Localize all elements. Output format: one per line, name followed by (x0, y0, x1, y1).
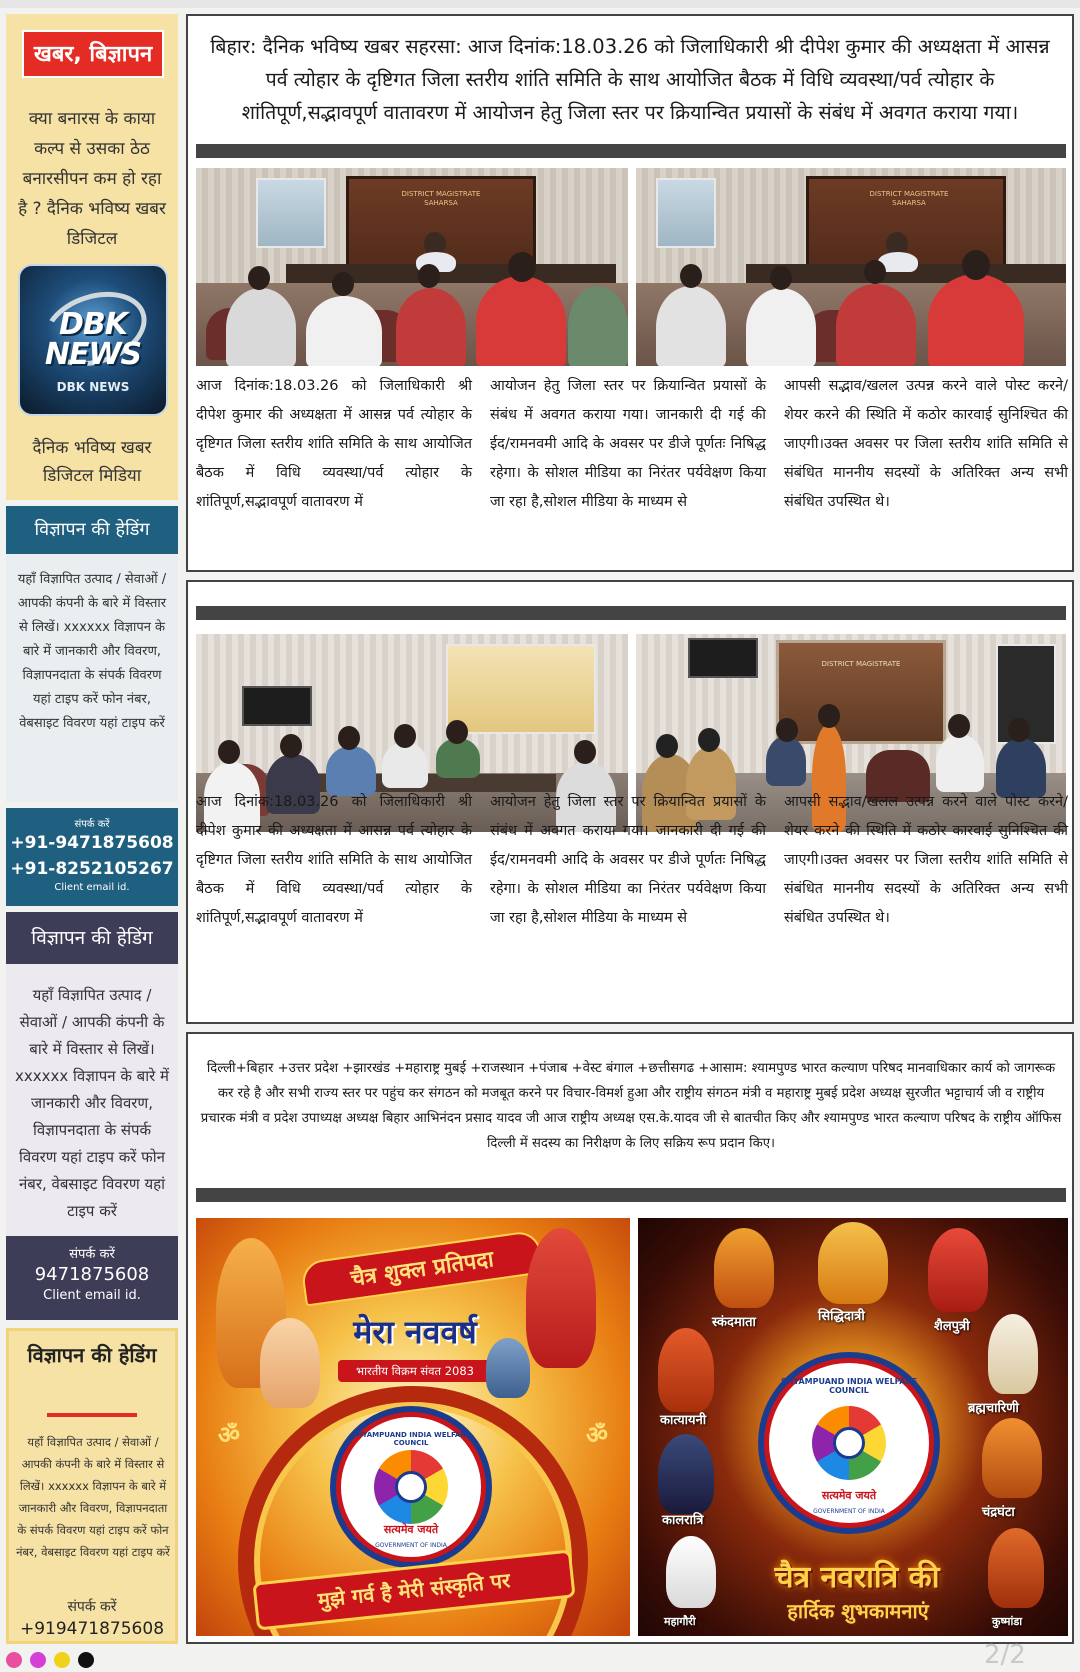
new-year-poster (196, 1218, 630, 1636)
ad-body-1: यहाँ विज्ञापित उत्पाद / सेवाओं / आपकी कंपनी के बारे में विस्तार से लिखें। xxxxxx विज्ञापन के बारे में जानकारी और विवरण, विज्ञापनदाता के संपर्क विवरण यहां टाइप करें फोन नंबर, वेबसाइट विवरण यहां टाइप करें (17, 572, 167, 731)
news-panel-3 (186, 1032, 1074, 1644)
emblem-gov: GOVERNMENT OF INDIA (813, 1508, 885, 1515)
name-plate: DISTRICT MAGISTRATE (821, 660, 901, 668)
ad-body-2: यहाँ विज्ञापित उत्पाद / सेवाओं / आपकी कंपनी के बारे में विस्तार से लिखें। xxxxxx विज्ञापन के बारे में जानकारी और विवरण, विज्ञापनदाता के संपर्क विवरण यहां टाइप करें फोन नंबर, वेबसाइट विवरण यहां टाइप करें (15, 986, 169, 1220)
council-emblem (764, 1358, 934, 1528)
poster1-ribbon: चैत्र शुक्ल प्रतिपदा (300, 1230, 544, 1307)
label-brahmacharini: ब्रह्मचारिणी (968, 1401, 1019, 1416)
story2-col-2: आयोजन हेतु जिला स्तर पर क्रियान्वित प्रयासों के संबंध में अवगत कराया गया। जानकारी दी गई की ईद/रामनवमी आदि के अवसर पर डीजे पूर्णतः निषिद्ध रहेगा। के सोशल मीडिया का निरंतर पर्यवेक्षण किया जा रहा है,सोशल मीडिया के माध्यम से (490, 794, 766, 926)
council-emblem (336, 1412, 486, 1562)
story1-photo-1 (196, 168, 628, 366)
story1-col-2: आयोजन हेतु जिला स्तर पर क्रियान्वित प्रयासों के संबंध में अवगत कराया गया। जानकारी दी गई की ईद/रामनवमी आदि के अवसर पर डीजे पूर्णतः निषिद्ध रहेगा। के सोशल मीडिया का निरंतर पर्यवेक्षण किया जा रहा है,सोशल मीडिया के माध्यम से (490, 378, 766, 510)
contact-email-2[interactable]: Client email id. (43, 1288, 141, 1303)
news-panel-2 (186, 580, 1074, 1024)
chakra-icon (395, 1471, 427, 1503)
label-shailputri: शैलपुत्री (934, 1319, 970, 1334)
story1-photo-2 (636, 168, 1066, 366)
katyayani-icon (658, 1328, 714, 1412)
contact-email-1[interactable]: Client email id. (54, 882, 130, 893)
kalratri-icon (658, 1434, 714, 1514)
dbk-news-logo (18, 264, 168, 416)
media-name: दैनिक भविष्य खबर डिजिटल मिडिया (32, 438, 152, 486)
label-kalratri: कालरात्रि (662, 1513, 704, 1528)
story2-col-1: आज दिनांक:18.03.26 को जिलाधिकारी श्री दीपेश कुमार की अध्यक्षता में आसन्न पर्व त्योहार के दृष्टिगत जिला स्तरीय शांति समिति के साथ आयोजित बैठक में विधि व्यवस्था/पर्व त्योहार के शांतिपूर्ण,सद्भावपूर्ण वातावरण में (196, 794, 472, 926)
name-plate: DISTRICT MAGISTRATE SAHARSA (401, 190, 481, 207)
contact-box-2 (6, 1236, 178, 1320)
pink-dot (6, 1652, 22, 1668)
story1-headline: बिहार: दैनिक भविष्य खबर सहरसा: आज दिनांक:18.03.26 को जिलाधिकारी श्री दीपेश कुमार की अध्यक्षता में आसन्न पर्व त्योहार के दृष्टिगत जिला स्तरीय शांति समिति के साथ आयोजित बैठक में विधि व्यवस्था/पर्व त्योहार के शांतिपूर्ण,सद्भावपूर्ण वातावरण में आयोजन हेतु जिला स्तर पर क्रियान्वित प्रयासों के संबंध में अवगत कराया गया। (210, 35, 1050, 124)
contact-phone-1b[interactable]: +91-8252105267 (10, 859, 174, 879)
shailputri-icon (928, 1228, 988, 1312)
label-katyayani: कात्यायनी (660, 1413, 707, 1428)
sidebar (6, 14, 178, 1644)
divider-bar (196, 144, 1066, 158)
story1-body (196, 372, 1068, 562)
ad-body-3: यहाँ विज्ञापित उत्पाद / सेवाओं / आपकी कंपनी के बारे में विस्तार से लिखें। xxxxxx विज्ञापन के बारे में जानकारी और विवरण, विज्ञापनदाता के संपर्क विवरण यहां टाइप करें फोन नंबर, वेबसाइट विवरण यहां टाइप करें (16, 1435, 170, 1559)
contact-label-2: संपर्क करें (69, 1247, 115, 1262)
ad-box-1 (6, 506, 178, 802)
story1-col-3: आपसी सद्भाव/खलल उत्पन्न करने वाले पोस्ट करने/शेयर करने की स्थिति में कठोर कारवाई सुनिश्चित की जाएगी।उक्त अवसर पर जिला स्तरीय शांति समिति से संबंधित माननीय सदस्यों के अतिरिक्त अन्य सभी संबंधित उपस्थित थे। (784, 378, 1068, 510)
logo-text: DBK NEWS (44, 307, 142, 372)
sidebar-question: क्या बनारस के काया कल्प से उसका ठेठ बनारसीपन कम हो रहा है ? दैनिक भविष्य खबर डिजिटल (18, 109, 166, 249)
logo-caption: DBK NEWS (56, 380, 130, 394)
contact-phone-2[interactable]: 9471875608 (34, 1264, 150, 1285)
yellow-dot (54, 1652, 70, 1668)
top-strip (0, 0, 1080, 8)
divider-bar (196, 606, 1066, 620)
label-kushmanda: कुष्मांडा (992, 1615, 1023, 1628)
page-number: 2/2 (984, 1640, 1026, 1670)
navratri-poster (638, 1218, 1068, 1636)
story2-col-3: आपसी सद्भाव/खलल उत्पन्न करने वाले पोस्ट करने/शेयर करने की स्थिति में कठोर कारवाई सुनिश्चित की जाएगी।उक्त अवसर पर जिला स्तरीय शांति समिति से संबंधित माननीय सदस्यों के अतिरिक्त अन्य सभी संबंधित उपस्थित थे। (784, 794, 1068, 926)
ad-heading-3: विज्ञापन की हेडिंग (27, 1343, 157, 1367)
mahagauri-icon (666, 1536, 716, 1608)
poster1-title: मेरा नववर्ष (353, 1313, 477, 1351)
sidebar-top-panel (6, 14, 178, 500)
child-figure-icon (260, 1318, 320, 1408)
poster1-banner: मुझे गर्व है मेरी संस्कृति पर (252, 1549, 575, 1630)
emblem-ring-text: SHYAMPUAND INDIA WELFARE COUNCIL (351, 1431, 471, 1447)
divider-bar (196, 1188, 1066, 1202)
brahmacharini-icon (988, 1314, 1038, 1394)
contact-box-1 (6, 808, 178, 906)
ad-heading-1: विज्ञापन की हेडिंग (6, 506, 178, 554)
story1-col-1: आज दिनांक:18.03.26 को जिलाधिकारी श्री दीपेश कुमार की अध्यक्षता में आसन्न पर्व त्योहार के दृष्टिगत जिला स्तरीय शांति समिति के साथ आयोजित बैठक में विधि व्यवस्था/पर्व त्योहार के शांतिपूर्ण,सद्भावपूर्ण वातावरण में (196, 378, 472, 510)
emblem-motto: सत्यमेव जयते (383, 1523, 439, 1536)
shiva-figure-icon (486, 1338, 530, 1398)
ad-heading-2: विज्ञापन की हेडिंग (6, 912, 178, 964)
siddhidatri-icon (818, 1222, 888, 1304)
om-left: ॐ (218, 1421, 240, 1449)
black-dot (78, 1652, 94, 1668)
emblem-motto: सत्यमेव जयते (821, 1489, 877, 1502)
ad-box-2 (6, 912, 178, 1244)
label-chandraghanta: चंद्रघंटा (982, 1505, 1015, 1520)
contact-phone-3[interactable]: +919471875608 (19, 1619, 165, 1639)
contact-label-3: संपर्क करें (67, 1599, 117, 1615)
kushmanda-icon (988, 1528, 1044, 1608)
poster1-subtitle: भारतीय विक्रम संवत 2083 (338, 1360, 492, 1382)
label-mahagauri: महागौरी (664, 1615, 696, 1628)
chakra-icon (833, 1427, 865, 1459)
emblem-gov: GOVERNMENT OF INDIA (375, 1542, 447, 1549)
ad-divider (47, 1413, 137, 1417)
label-siddhidatri: सिद्धिदात्री (818, 1309, 865, 1324)
label-skandamata: स्कंदमाता (712, 1315, 756, 1330)
poster2-subtitle: हार्दिक शुभकामनाएं (787, 1599, 929, 1623)
story2-body (196, 788, 1068, 978)
contact-label-1: संपर्क करें (74, 819, 110, 830)
skandamata-icon (714, 1228, 774, 1308)
contact-phone-1a[interactable]: +91-9471875608 (10, 833, 174, 853)
name-plate: DISTRICT MAGISTRATE SAHARSA (869, 190, 949, 207)
om-right: ॐ (586, 1421, 608, 1449)
goddess-figure-icon (526, 1228, 596, 1368)
ad-box-3 (6, 1328, 178, 1644)
magenta-dot (30, 1652, 46, 1668)
chandraghanta-icon (982, 1418, 1042, 1498)
story3-text: दिल्ली+बिहार +उत्तर प्रदेश +झारखंड +महाराष्ट्र मुबई +राजस्थान +पंजाब +वेस्ट बंगाल +छत्तीसगढ +आसाम: श्यामपुण्ड भारत कल्याण परिषद मानवाधिकार कार्य को जागरूक कर रहे है और सभी राज्य स्तर पर पहुंच कर संगठन को मजबूत करने पर विचार-विमर्श हुआ और राष्ट्रीय संगठन मंत्री व महाराष्ट्र मुबई प्रदेश अध्यक्ष सुरजीत भट्टाचार्य जी व राष्ट्रीय प्रचारक मंत्री व प्रदेश उपाध्यक्ष अध्यक्ष बिहार आभिनंदन प्रसाद यादव जी आज राष्ट्रीय अध्यक्ष एस.के.यादव जी से बातचीत किए और श्यामपुण्ड भारत कल्याण परिषद के राष्ट्रीय ऑफिस दिल्ली में सदस्य का निरीक्षण के लिए सक्रिय रूप प्रदान किए। (200, 1061, 1062, 1151)
emblem-ring-text: SHYAMPUAND INDIA WELFARE COUNCIL (780, 1377, 918, 1395)
poster2-title: चैत्र नवरात्रि की (774, 1560, 940, 1595)
news-panel-1 (186, 14, 1074, 572)
news-ad-badge: खबर, बिज्ञापन (22, 30, 164, 78)
